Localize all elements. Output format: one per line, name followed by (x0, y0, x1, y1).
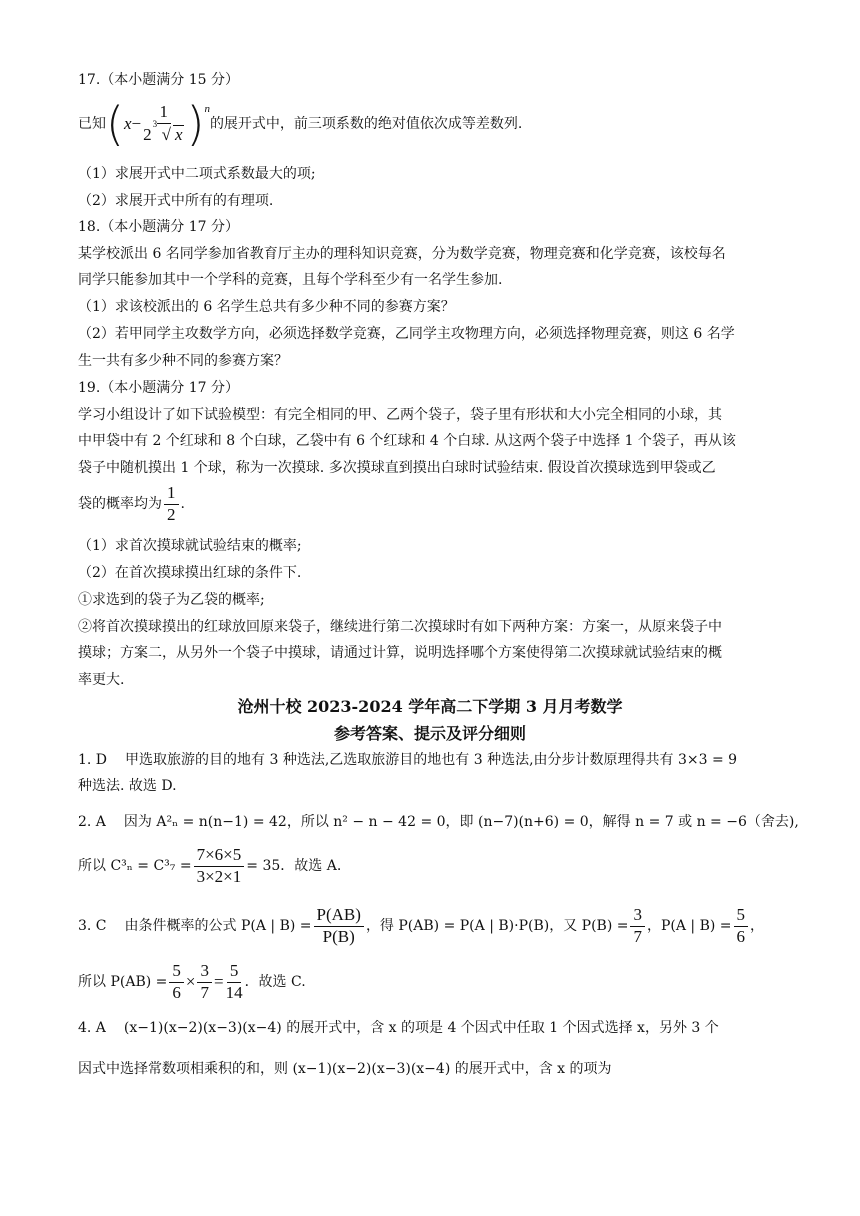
q19-sub2b: 摸球；方案二，从另外一个袋子中摸球，请通过计算，说明选择哪个方案使得第二次摸球就试验结束的概 (78, 645, 722, 661)
q18-part2b: 生一共有多少种不同的参赛方案？ (78, 353, 288, 369)
q19-line3: 袋子中随机摸出 1 个球，称为一次摸球. 多次摸球直到摸出白球时试验结束. 假设首次摸球选到甲袋或乙 (78, 460, 716, 476)
answer-3-fraction-3: $\frac{5}{6}$ (734, 906, 749, 946)
answer-4-line2: 因式中选择常数项相乘积的和，则 (x−1)(x−2)(x−3)(x−4) 的展开式中，含 x 的项为 (78, 1061, 612, 1077)
answer-2-text: 因为 A²ₙ = n(n−1) = 42，所以 n² − n − 42 = 0，即 (n−7)(n+6) = 0，解得 n = 7 或 n = −6（舍去), (123, 814, 799, 830)
q17-var-x: x (123, 113, 132, 133)
q18-line1: 某学校派出 6 名同学参加省教育厅主办的理科知识竞赛，分为数学竞赛，物理竞赛和化学竞赛，该校每名 (78, 246, 726, 262)
q19-part2: （2）在首次摸球摸出红球的条件下. (78, 565, 302, 581)
answer-1-text: 甲选取旅游的目的地有 3 种选法,乙选取旅游目的地也有 3 种选法,由分步计数原理得共有 3×3 = 9 (125, 752, 738, 768)
q17-minus: − (131, 113, 142, 133)
answer-3-label: 3. C (78, 917, 107, 934)
q17-stem-prefix: 已知 (78, 115, 106, 132)
q17-fraction (143, 103, 184, 144)
answer-3: 3. C 由条件概率的公式 P(A | B) = $\frac{P(AB)}{P(B)}$ ，得 P(AB) = P(A | B)·P(B)，又 P(B) = $\frac{3}{7}$ ，P(A | B) = $\frac{5}{6}$ ， (78, 905, 765, 946)
q19-sub2a: ②将首次摸球摸出的红球放回原来袋子，继续进行第二次摸球时有如下两种方案：方案一，从原来袋子中 (78, 619, 722, 635)
q19-sub1: ①求选到的袋子为乙袋的概率; (78, 592, 265, 608)
q17-binomial-expression: ( x − 1 2 3 √ x ) n (106, 97, 210, 151)
q17-fraction-denominator: 2 3 √ x (143, 119, 183, 144)
answer-1-line2: 种选法. 故选 D. (78, 778, 177, 794)
answer-1 (78, 752, 790, 769)
answer-4-label: 4. A (78, 1020, 106, 1036)
q18-part1: （1）求该校派出的 6 名学生总共有多少种不同的参赛方案？ (78, 299, 455, 315)
answer-4 (78, 1020, 790, 1037)
answer-3-fraction-1: $\frac{P(AB)}{P(B)}$ (314, 906, 364, 946)
q18-heading: 18.（本小题满分 17 分） (78, 219, 239, 235)
answer-2-label: 2. A (78, 814, 106, 830)
q17-stem (78, 97, 790, 151)
answer-3-fraction-2: $\frac{3}{7}$ (630, 906, 645, 946)
q19-sub2c: 率更大. (78, 672, 125, 688)
q17-part2: （2）求展开式中所有的有理项. (78, 193, 274, 209)
q17-heading: 17.（本小题满分 15 分） (78, 72, 239, 88)
cube-root: 3 √ x (152, 119, 183, 144)
answer-3-line2: 所以 P(AB) = $\frac{5}{6}$ × $\frac{3}{7}$ = $\frac{5}{14}$ ．故选 C. (78, 961, 306, 1002)
q19-line4: 袋的概率均为 $\frac{1}{2}$ . (78, 483, 185, 524)
answer-2-fraction: $\frac{7\times 6\times 5}{3\times 2\times 1}$ (194, 846, 245, 886)
answer-2-line2: 所以 C³ₙ = C³₇ = $\frac{7\times 6\times 5}{3\times 2\times 1}$ = 35．故选 A. (78, 845, 342, 886)
q17-exponent: n (204, 103, 210, 115)
q19-heading: 19.（本小题满分 17 分） (78, 380, 239, 396)
q17-stem-suffix: 的展开式中，前三项系数的绝对值依次成等差数列. (209, 115, 523, 132)
q18-part2a: （2）若甲同学主攻数学方向，必须选择数学竞赛，乙同学主攻物理方向，必须选择物理竞赛，则这 6 名学 (78, 326, 735, 342)
q18-line2: 同学只能参加其中一个学科的竞赛，且每个学科至少有一名学生参加. (78, 272, 503, 288)
q19-half-fraction: $\frac{1}{2}$ (164, 484, 179, 524)
q17-fraction-numerator: 1 (157, 103, 172, 124)
answers-subtitle: 参考答案、提示及评分细则 (333, 724, 526, 743)
q19-line1: 学习小组设计了如下试验模型：有完全相同的甲、乙两个袋子，袋子里有形状和大小完全相同的小球，其 (78, 407, 722, 423)
answer-2 (78, 814, 799, 831)
q17-part1: （1）求展开式中二项式系数最大的项; (78, 166, 316, 182)
answers-title: 沧州十校 2023-2024 学年高二下学期 3 月月考数学 (237, 697, 623, 716)
answer-4-text: (x−1)(x−2)(x−3)(x−4) 的展开式中，含 x 的项是 4 个因式中任取 1 个因式选择 x，另外 3 个 (123, 1020, 719, 1036)
answer-1-label: 1. D (78, 752, 108, 768)
q19-part1: （1）求首次摸球就试验结束的概率; (78, 538, 302, 554)
q19-line2: 中甲袋中有 2 个红球和 8 个白球，乙袋中有 6 个红球和 4 个白球. 从这两个袋子中选择 1 个袋子，再从该 (78, 433, 736, 449)
